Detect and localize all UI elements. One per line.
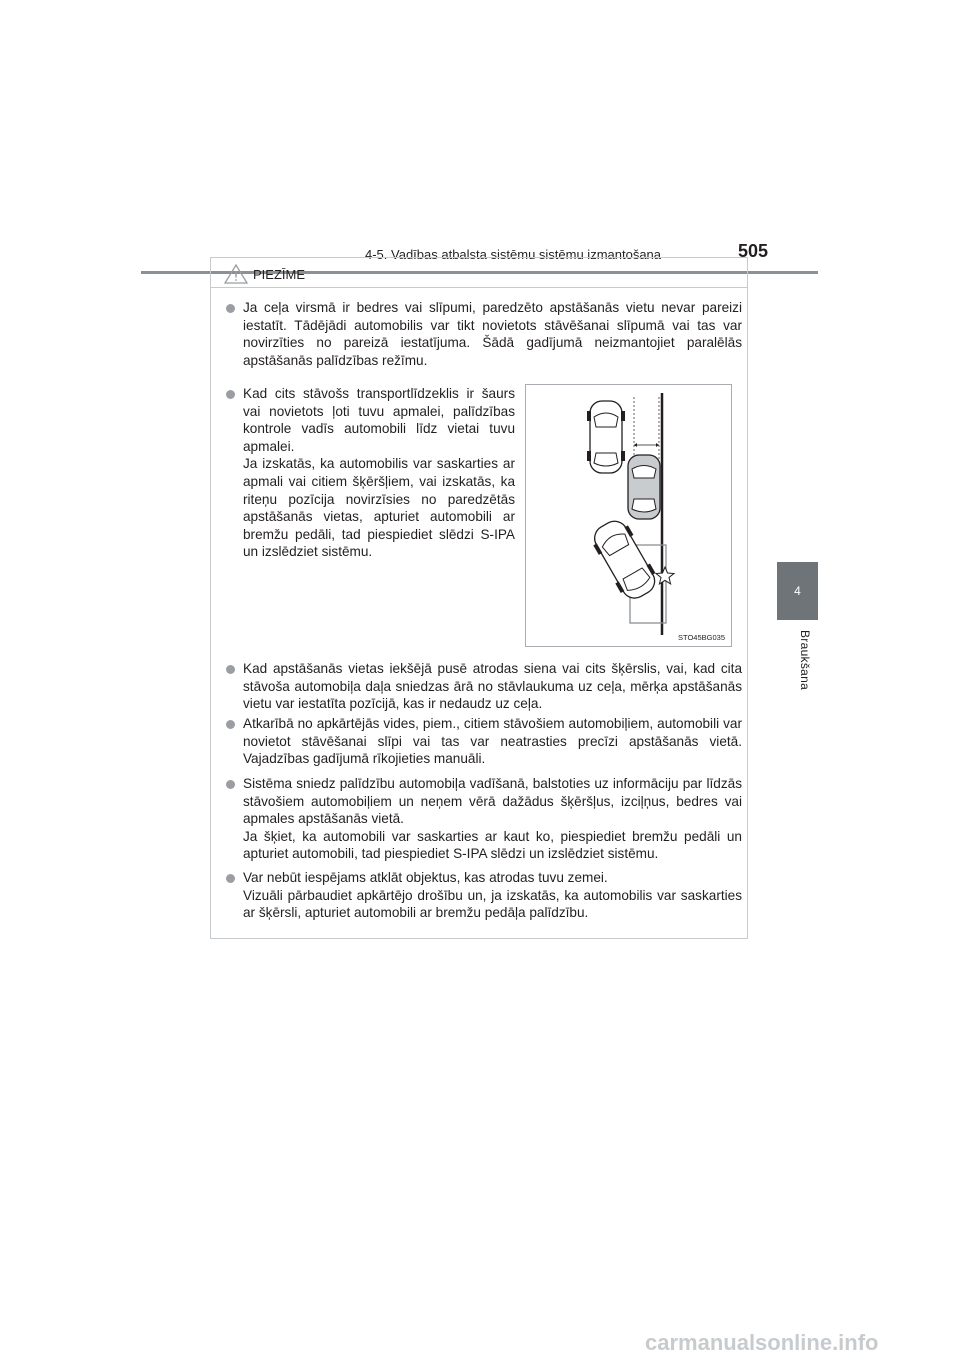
paragraph-line: Ja izskatās, ka automobilis var saskarties ar apmali vai citiem šķēršļiem, vai izskatās, ka riteņu pozīcija novirzīsies no paredzētās apstāšanās vietas, apturiet automobili ar bremžu pedāli, tad piespiediet slēdzi S-IPA un izslēdziet sistēmu. <box>243 456 515 560</box>
bullet-dot-icon <box>226 665 235 674</box>
bullet-dot-icon <box>226 720 235 729</box>
paragraph-line: Ja šķiet, ka automobili var saskarties ar kaut ko, piespiediet bremžu pedāli un apturiet automobili, tad piespiediet S-IPA slēdzi un izslēdziet sistēmu. <box>243 828 742 862</box>
bullet-dot-icon <box>226 780 235 789</box>
watermark: carmanualsonline.info <box>645 1330 879 1355</box>
note-paragraph <box>243 660 742 713</box>
figure-code: STO45BG035 <box>678 633 725 642</box>
chapter-tab <box>777 562 818 620</box>
paragraph-line: Kad apstāšanās vietas iekšējā pusē atrodas siena vai cits šķērslis, vai, kad cita stāvoša automobiļa daļa sniedzas ārā no stāvlaukuma uz ceļa, mērķa apstāšanās vietu var iestatīta pozīcijā, kas ir nedaudz uz ceļa. <box>243 661 742 712</box>
impact-star-icon <box>656 567 674 584</box>
section-title: 4-5. Vadības atbalsta sistēmu sistēmu izmantošana <box>365 247 662 262</box>
maneuvering-car <box>587 515 662 604</box>
note-header <box>224 262 305 286</box>
parking-diagram-svg <box>526 385 731 646</box>
warning-triangle-icon <box>224 264 248 284</box>
paragraph-line: Sistēma sniedz palīdzību automobiļa vadīšanā, balstoties uz informāciju par līdzās stāvošiem automobiļiem un neņem vērā dažādus šķēršļus, izciļņus, bedres vai apmales apstāšanās vietā. <box>243 776 742 827</box>
bullet-dot-icon <box>226 304 235 313</box>
note-paragraph <box>243 299 742 369</box>
parked-car-front <box>587 401 625 473</box>
parking-illustration <box>525 384 732 647</box>
bullet-dot-icon <box>226 874 235 883</box>
chapter-label: Braukšana <box>798 630 812 691</box>
paragraph-line: Atkarībā no apkārtējās vides, piem., citiem stāvošiem automobiļiem, automobili var novietot stāvēšanai slīpi vai tas var neatrasties precīzi apstāšanās vietā. Vajadzības gadījumā rīkojieties manuāli. <box>243 716 742 767</box>
bullet-dot-icon <box>226 390 235 399</box>
chapter-number: 4 <box>794 584 801 598</box>
note-paragraph <box>243 385 515 561</box>
page-number: 505 <box>738 241 769 261</box>
note-title: PIEZĪME <box>253 266 306 282</box>
paragraph-line: Kad cits stāvošs transportlīdzeklis ir šaurs vai novietots ļoti tuvu apmalei, palīdzības kontrole vadīs automobili līdz vietai tuvu apmalei. <box>243 386 515 454</box>
parked-car-rear <box>628 455 660 519</box>
note-paragraph <box>243 715 742 768</box>
paragraph-line: Vizuāli pārbaudiet apkārtējo drošību un, ja izskatās, ka automobilis var saskarties ar šķērsli, apturiet automobili ar bremžu pedāļa palīdzību. <box>243 887 742 921</box>
note-paragraph <box>243 775 742 863</box>
note-paragraph <box>243 869 742 922</box>
note-divider <box>211 287 747 288</box>
paragraph-line: Var nebūt iespējams atklāt objektus, kas atrodas tuvu zemei. <box>243 870 608 885</box>
paragraph-line: Ja ceļa virsmā ir bedres vai slīpumi, paredzēto apstāšanās vietu nevar pareizi iestatīt. Tādējādi automobilis var tikt novietots stāvēšanai slīpumā vai tas var novirzīties no pareizā iestatījuma. Šādā gadījumā neizmantojiet paralēlās apstāšanās palīdzības režīmu. <box>243 300 742 368</box>
